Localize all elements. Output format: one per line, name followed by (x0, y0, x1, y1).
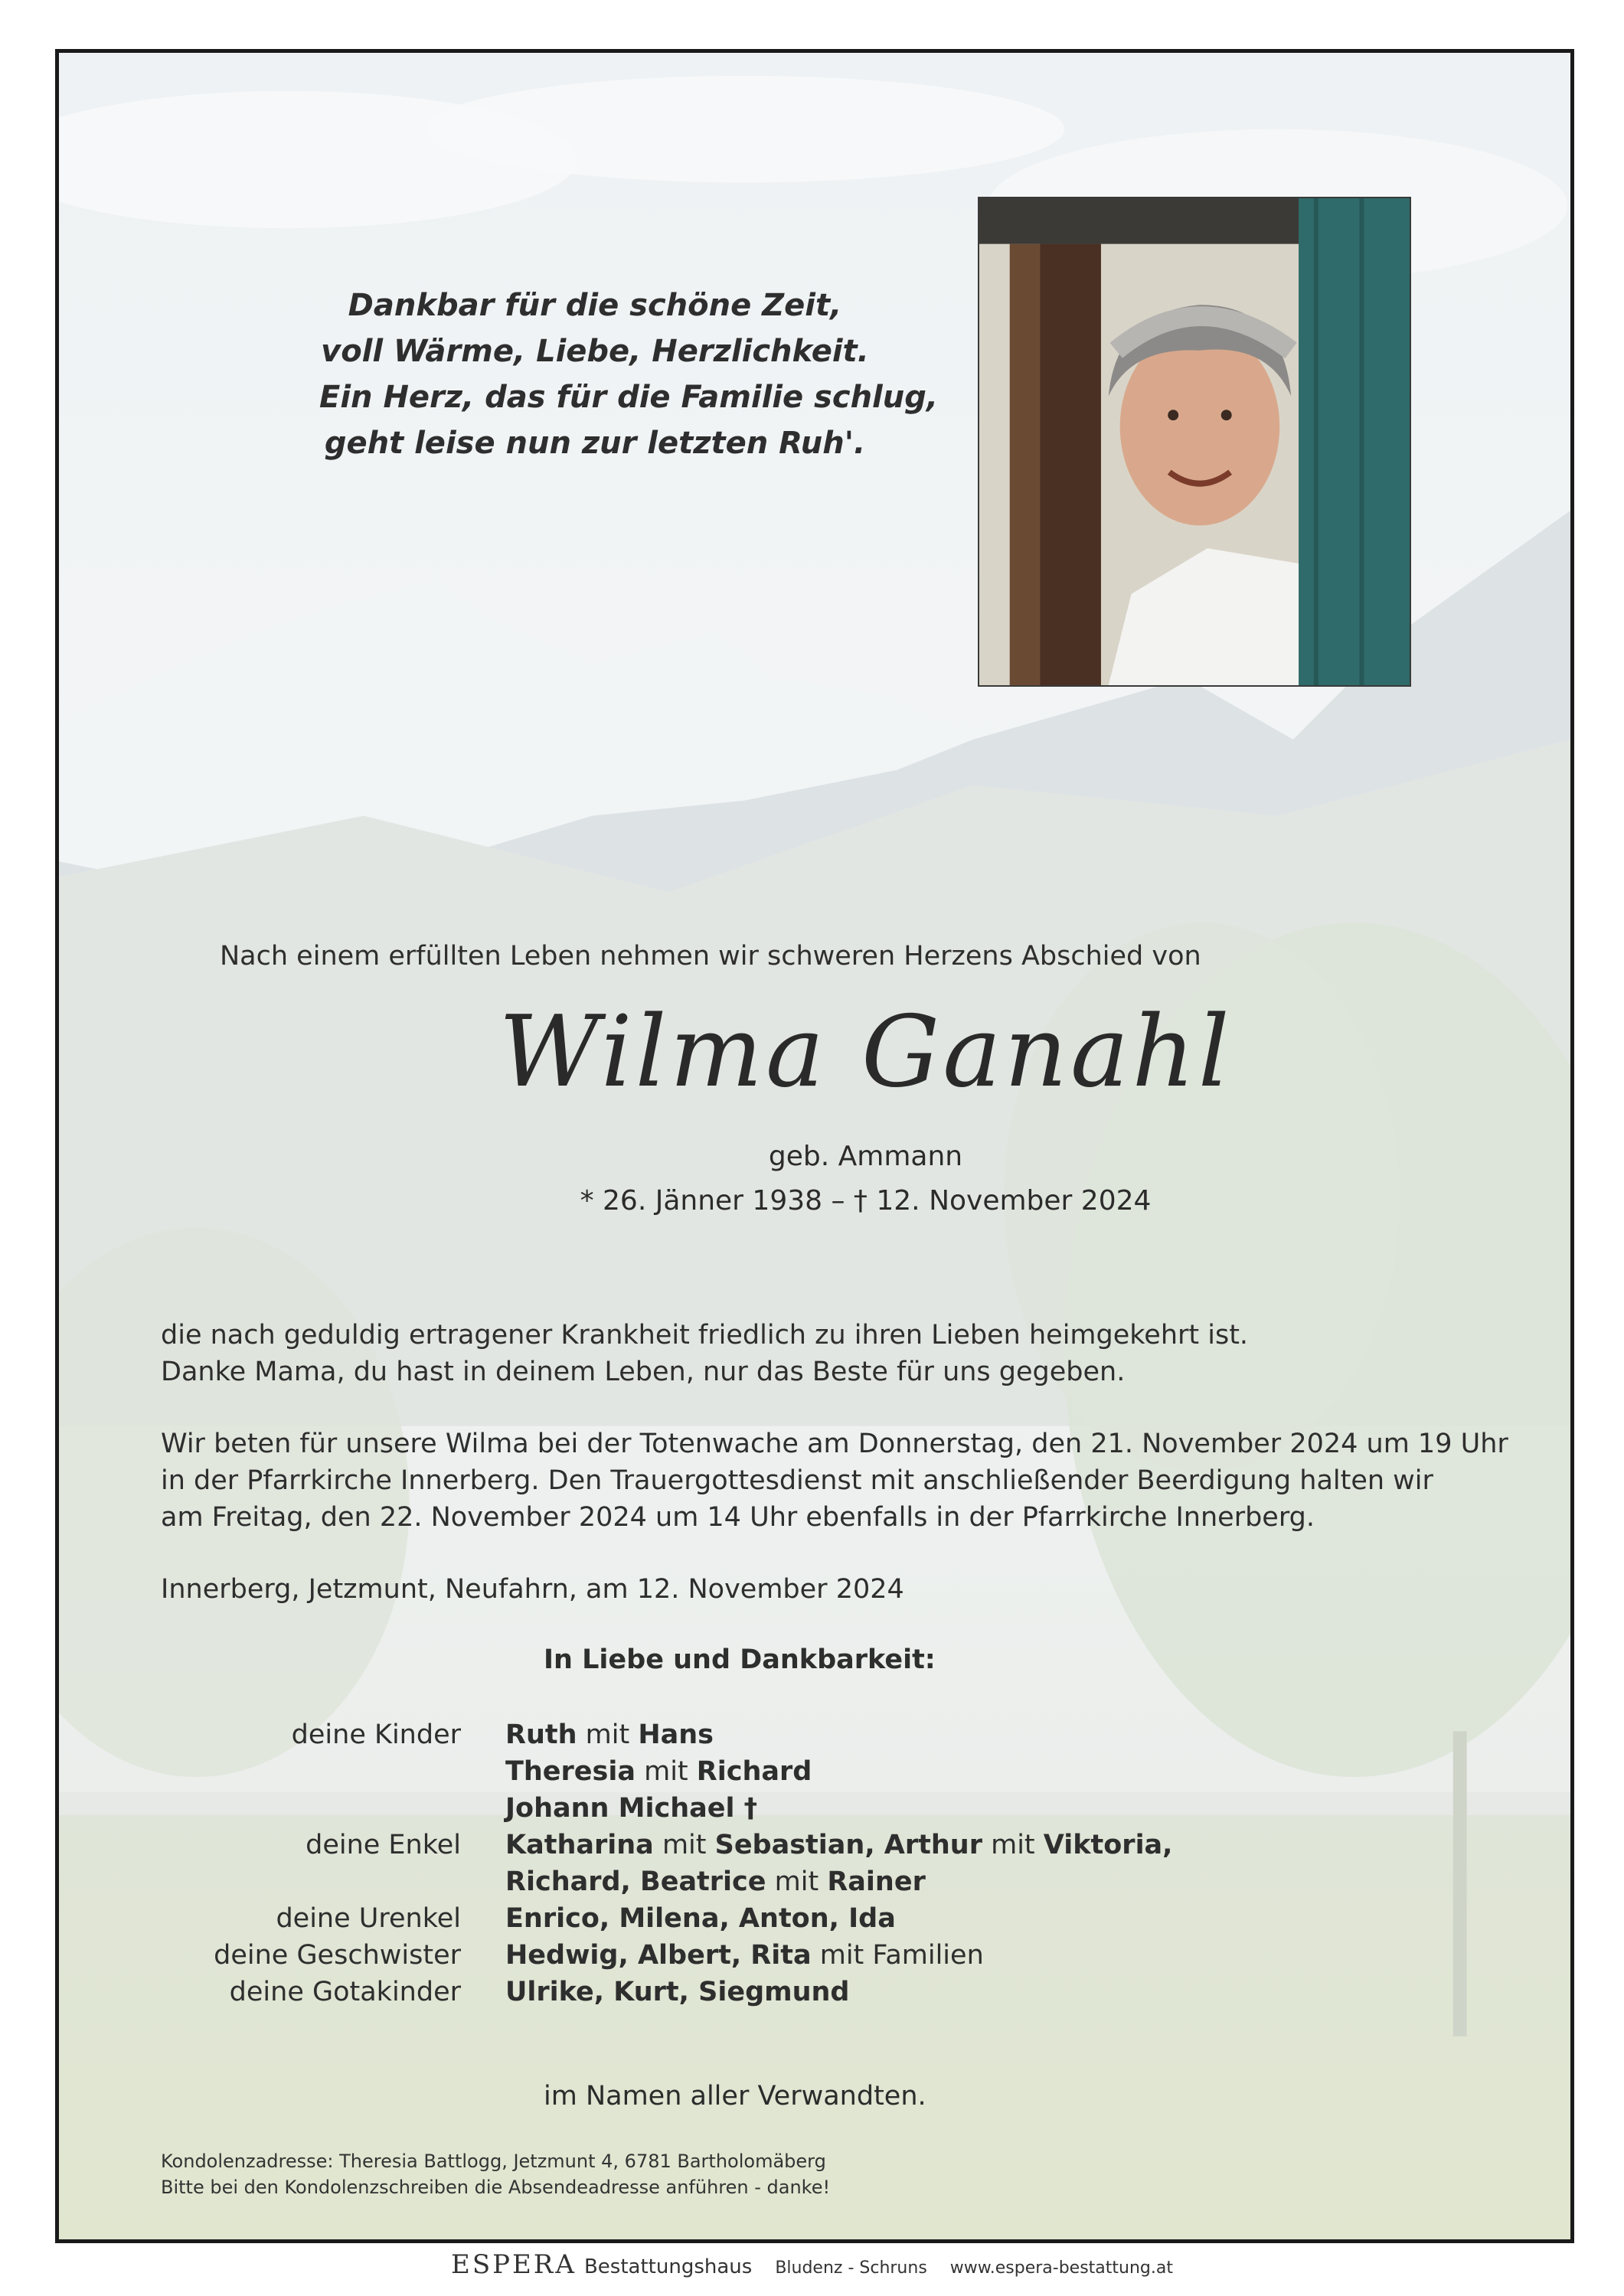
paragraph-passing (161, 1317, 1478, 1390)
mourner-names (505, 1937, 1401, 1974)
poem-line: voll Wärme, Liebe, Herzlichkeit. (321, 334, 869, 369)
intro-text: Nach einem erfüllten Leben nehmen wir schweren Herzens Abschied von (220, 941, 1201, 972)
mourner-row (100, 1790, 1401, 1827)
mourner-names (505, 1974, 1401, 2010)
mourner-names (505, 1900, 1401, 1937)
mourner-names (505, 1863, 1401, 1900)
person-name: Johann Michael † (505, 1793, 758, 1824)
brand-subtitle: Bestattungshaus (583, 2255, 753, 2278)
person-name: Richard, Beatrice (505, 1867, 766, 1897)
relation-label: deine Urenkel (276, 1903, 461, 1934)
person-name: Richard (696, 1756, 812, 1787)
condolence-info (161, 2148, 830, 2200)
deceased-name: Wilma Ganahl (498, 995, 1233, 1109)
relation-label: deine Enkel (306, 1830, 461, 1860)
mourner-names (505, 1753, 1401, 1790)
mourner-row (100, 1863, 1401, 1900)
person-name: Rainer (827, 1867, 926, 1897)
text-line: Innerberg, Jetzmunt, Neufahrn, am 12. November 2024 (161, 1574, 904, 1605)
brand-logo: ESPERA (451, 2249, 577, 2280)
relation-label: deine Kinder (291, 1720, 461, 1750)
footer (0, 2249, 1624, 2288)
connector-text: mit (766, 1867, 828, 1897)
mourner-names (505, 1716, 1401, 1753)
condolence-note: Bitte bei den Kondolenzschreiben die Absendeadresse anführen - danke! (161, 2177, 831, 2198)
paragraph-services (161, 1426, 1508, 1536)
text-line: Wir beten für unsere Wilma bei der Totenwache am Donnerstag, den 21. November 2024 um 19 Uhr (161, 1429, 1508, 1459)
relation-label (100, 1863, 505, 1900)
person-name: Viktoria, (1043, 1830, 1173, 1860)
connector-text: mit (577, 1720, 639, 1750)
text-line: Danke Mama, du hast in deinem Leben, nur das Beste für uns gegeben. (161, 1357, 1126, 1387)
relation-label (100, 1790, 505, 1827)
maiden-name: geb. Ammann (768, 1141, 963, 1172)
relation-label (100, 1753, 505, 1790)
website-link[interactable]: www.espera-bestattung.at (949, 2258, 1173, 2278)
mourner-row (100, 1827, 1401, 1863)
person-name: Hedwig, Albert, Rita (505, 1940, 812, 1971)
closing-line: im Namen aller Verwandten. (544, 2081, 926, 2111)
person-name: Theresia (505, 1756, 636, 1787)
connector-text: mit Familien (811, 1940, 984, 1971)
mourner-row (100, 1753, 1401, 1790)
person-name: Ulrike, Kurt, Siegmund (505, 1977, 850, 2007)
place-date (161, 1571, 1478, 1608)
mourners-heading: In Liebe und Dankbarkeit: (544, 1644, 936, 1675)
life-dates: * 26. Jänner 1938 – † 12. November 2024 (580, 1185, 1152, 1217)
mourners-list (100, 1716, 1401, 2010)
mourner-names (505, 1790, 1401, 1827)
person-name: Enrico, Milena, Anton, Ida (505, 1903, 896, 1934)
text-line: am Freitag, den 22. November 2024 um 14 Uhr ebenfalls in der Pfarrkirche Innerberg. (161, 1502, 1315, 1533)
relation-label: deine Gotakinder (229, 1977, 461, 2007)
condolence-address: Kondolenzadresse: Theresia Battlogg, Jetzmunt 4, 6781 Bartholomäberg (161, 2151, 826, 2172)
text-line: die nach geduldig ertragener Krankheit friedlich zu ihren Lieben heimgekehrt ist. (161, 1320, 1249, 1350)
mourner-row (100, 1974, 1401, 2010)
connector-text: mit (635, 1756, 697, 1787)
poem (319, 283, 939, 466)
poem-line: Dankbar für die schöne Zeit, (348, 288, 842, 323)
poem-line: geht leise nun zur letzten Ruh'. (324, 426, 866, 461)
poem-line: Ein Herz, das für die Familie schlug, (319, 380, 939, 415)
relation-label: deine Geschwister (214, 1940, 461, 1971)
connector-text: mit (653, 1830, 715, 1860)
mourner-names (505, 1827, 1401, 1863)
person-name: Sebastian, Arthur (714, 1830, 982, 1860)
portrait-photo (978, 197, 1411, 687)
mourner-row (100, 1716, 1401, 1753)
connector-text: mit (982, 1830, 1044, 1860)
person-name: Katharina (505, 1830, 654, 1860)
mourner-row (100, 1900, 1401, 1937)
mourner-row (100, 1937, 1401, 1974)
text-line: in der Pfarrkirche Innerberg. Den Trauergottesdienst mit anschließender Beerdigung halten wir (161, 1465, 1433, 1496)
locations: Bludenz - Schruns (775, 2258, 927, 2278)
person-name: Ruth (505, 1720, 577, 1750)
person-name: Hans (638, 1720, 714, 1750)
